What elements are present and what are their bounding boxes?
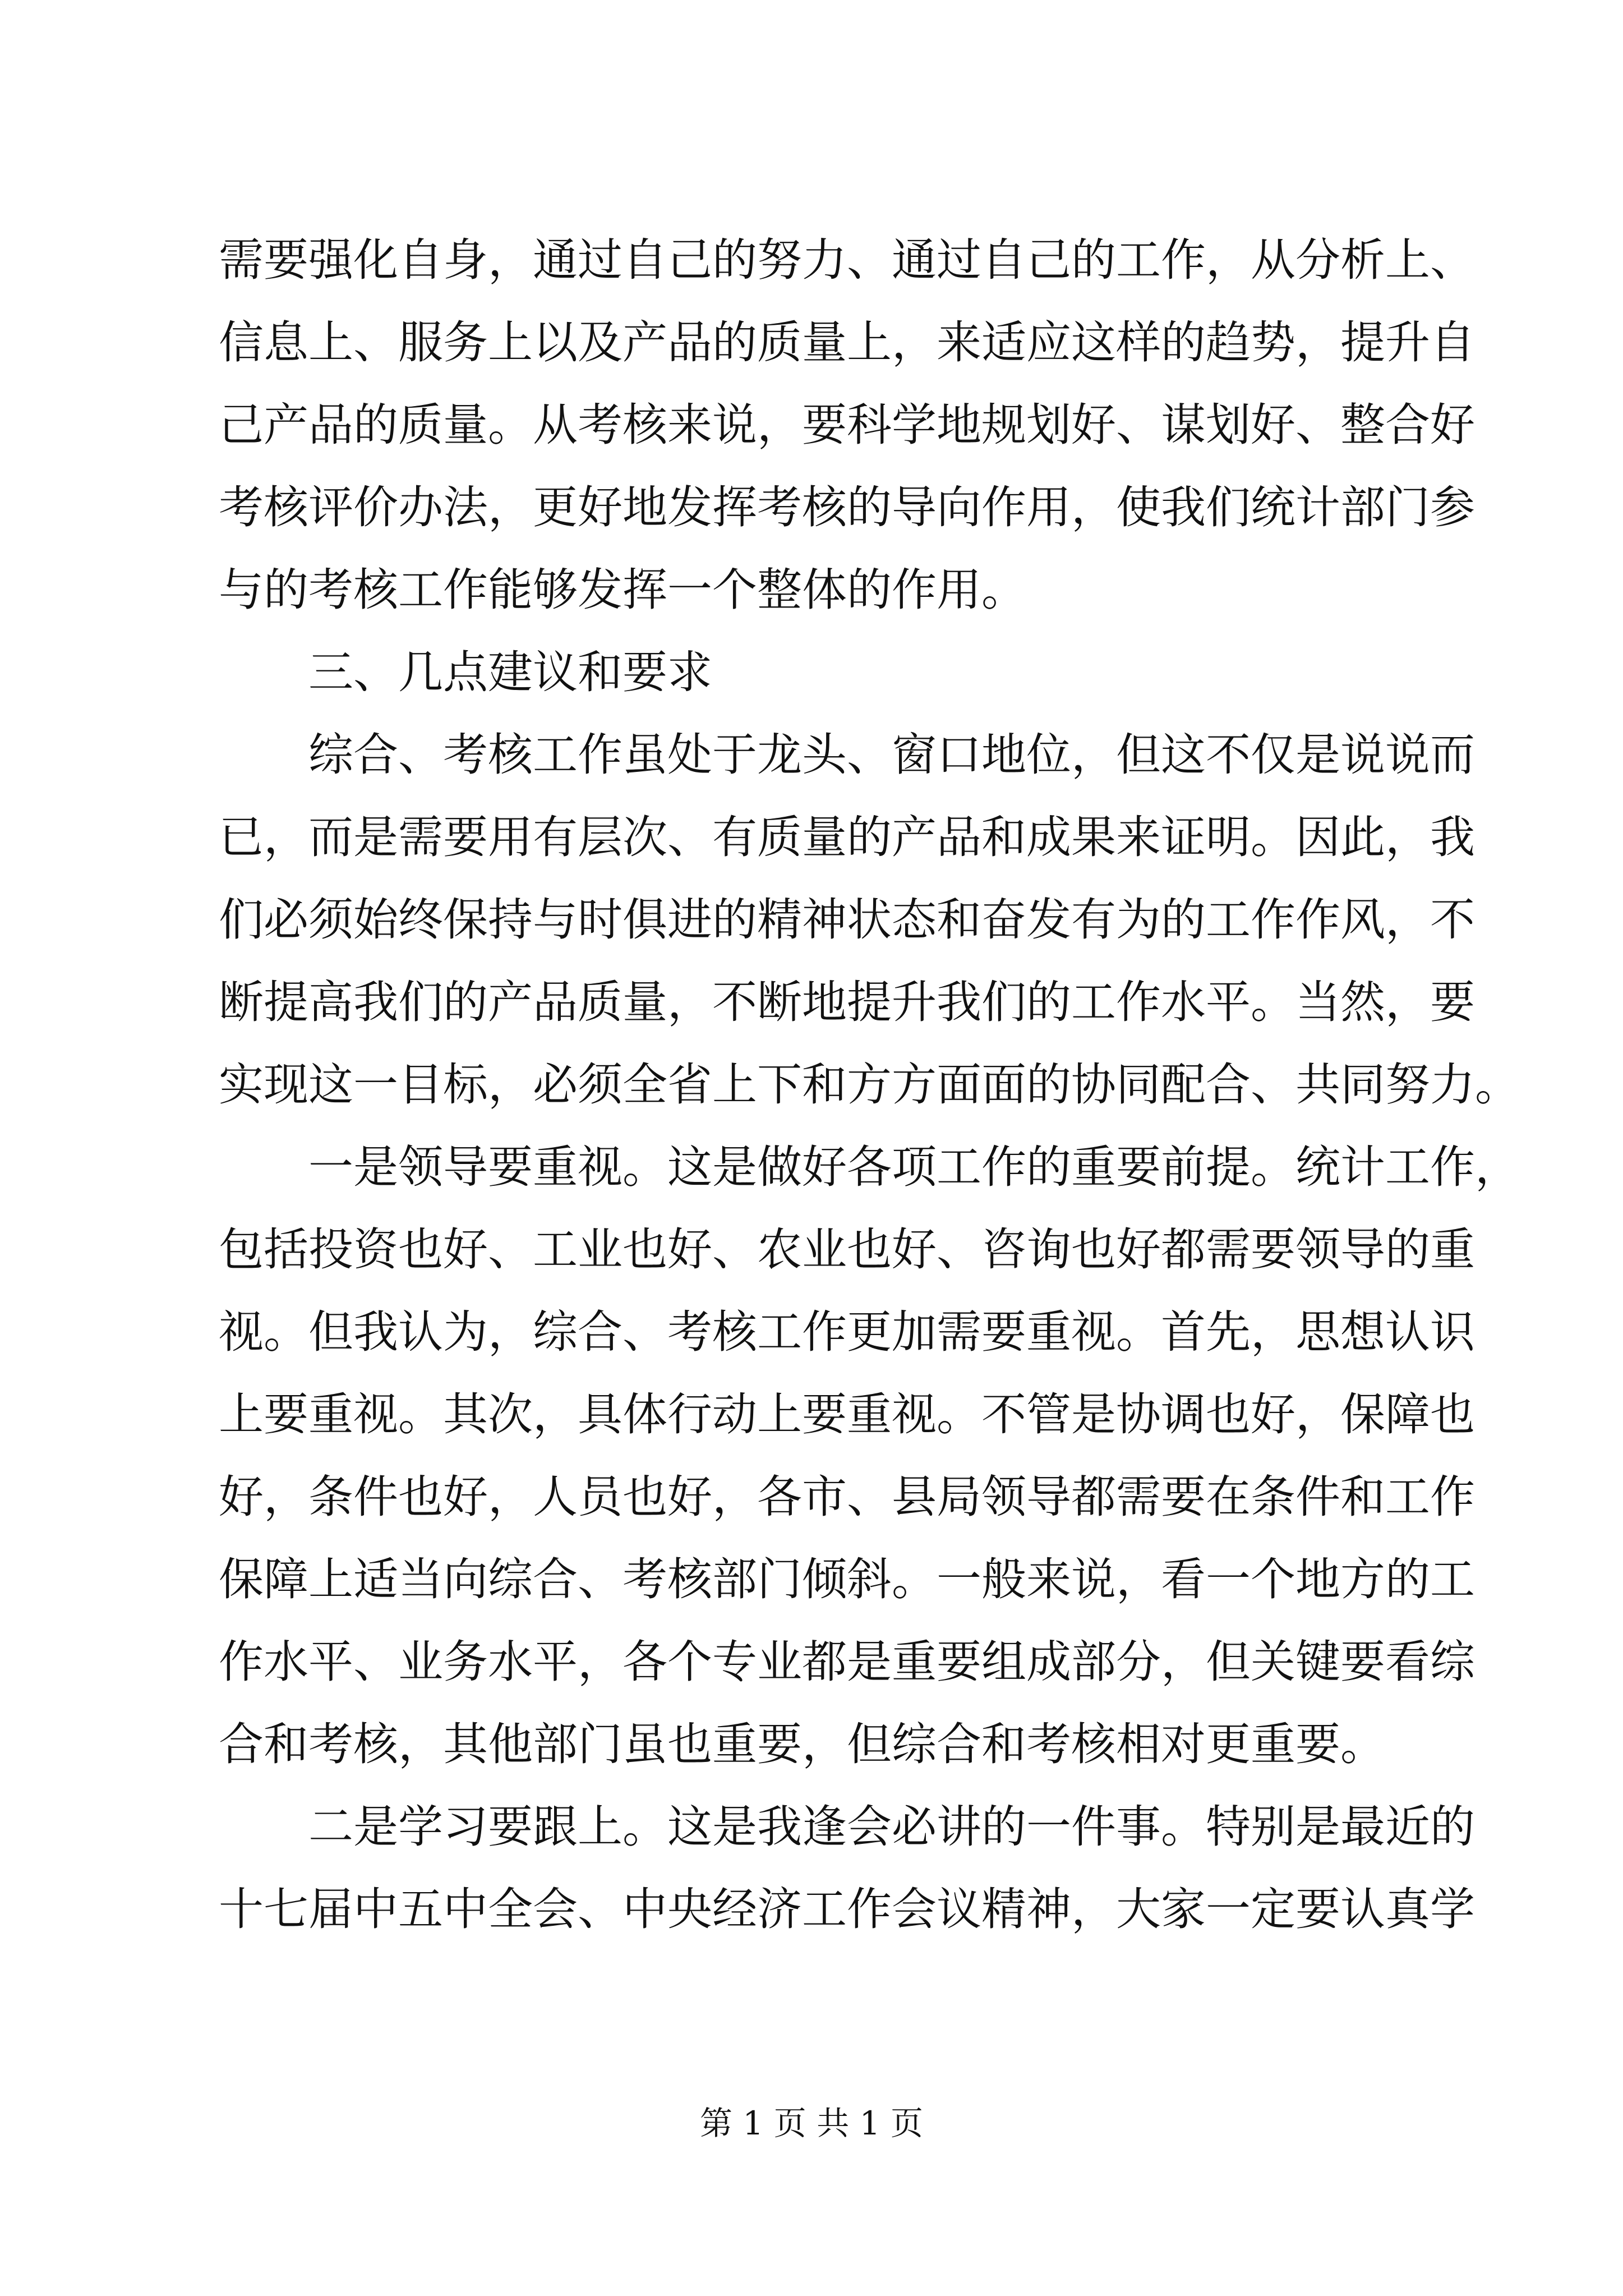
paragraph-first-line: 综合、考核工作虽处于龙头、窗口地位，但这不仅是说说而 (308, 729, 1475, 781)
text-line: 断提高我们的产品质量，不断地提升我们的工作水平。当然，要 (219, 976, 1475, 1028)
section-heading: 三、几点建议和要求 (308, 646, 712, 698)
text-line: 考核评价办法，更好地发挥考核的导向作用，使我们统计部门参 (219, 481, 1475, 533)
text-line: 实现这一目标，必须全省上下和方方面面的协同配合、共同努力。 (219, 1059, 1520, 1111)
text-line: 己产品的质量。从考核来说，要科学地规划好、谋划好、整合好 (219, 399, 1475, 451)
text-line: 们必须始终保持与时俱进的精神状态和奋发有为的工作作风，不 (219, 894, 1475, 946)
page-footer: 第 1 页 共 1 页 (700, 2104, 923, 2142)
text-line: 十七届中五中全会、中央经济工作会议精神，大家一定要认真学 (219, 1883, 1475, 1935)
text-line: 上要重视。其次，具体行动上要重视。不管是协调也好，保障也 (219, 1388, 1475, 1441)
text-line: 需要强化自身，通过自己的努力、通过自己的工作，从分析上、 (219, 234, 1475, 286)
text-line: 好，条件也好，人员也好，各市、县局领导都需要在条件和工作 (219, 1471, 1475, 1523)
paragraph-first-line: 二是学习要跟上。这是我逢会必讲的一件事。特别是最近的 (308, 1801, 1475, 1853)
text-line: 保障上适当向综合、考核部门倾斜。一般来说，看一个地方的工 (219, 1553, 1475, 1605)
document-body (219, 219, 1520, 1950)
paragraph-first-line: 一是领导要重视。这是做好各项工作的重要前提。统计工作， (308, 1141, 1520, 1193)
text-line: 信息上、服务上以及产品的质量上，来适应这样的趋势，提升自 (219, 316, 1475, 369)
text-line: 与的考核工作能够发挥一个整体的作用。 (219, 564, 1026, 616)
text-line: 包括投资也好、工业也好、农业也好、咨询也好都需要领导的重 (219, 1223, 1475, 1276)
text-line: 视。但我认为，综合、考核工作更加需要重视。首先，思想认识 (219, 1306, 1475, 1358)
text-line: 作水平、业务水平，各个专业都是重要组成部分，但关键要看综 (219, 1636, 1475, 1688)
text-line: 合和考核，其他部门虽也重要，但综合和考核相对更重要。 (219, 1718, 1385, 1770)
text-line: 已，而是需要用有层次、有质量的产品和成果来证明。因此，我 (219, 811, 1475, 863)
